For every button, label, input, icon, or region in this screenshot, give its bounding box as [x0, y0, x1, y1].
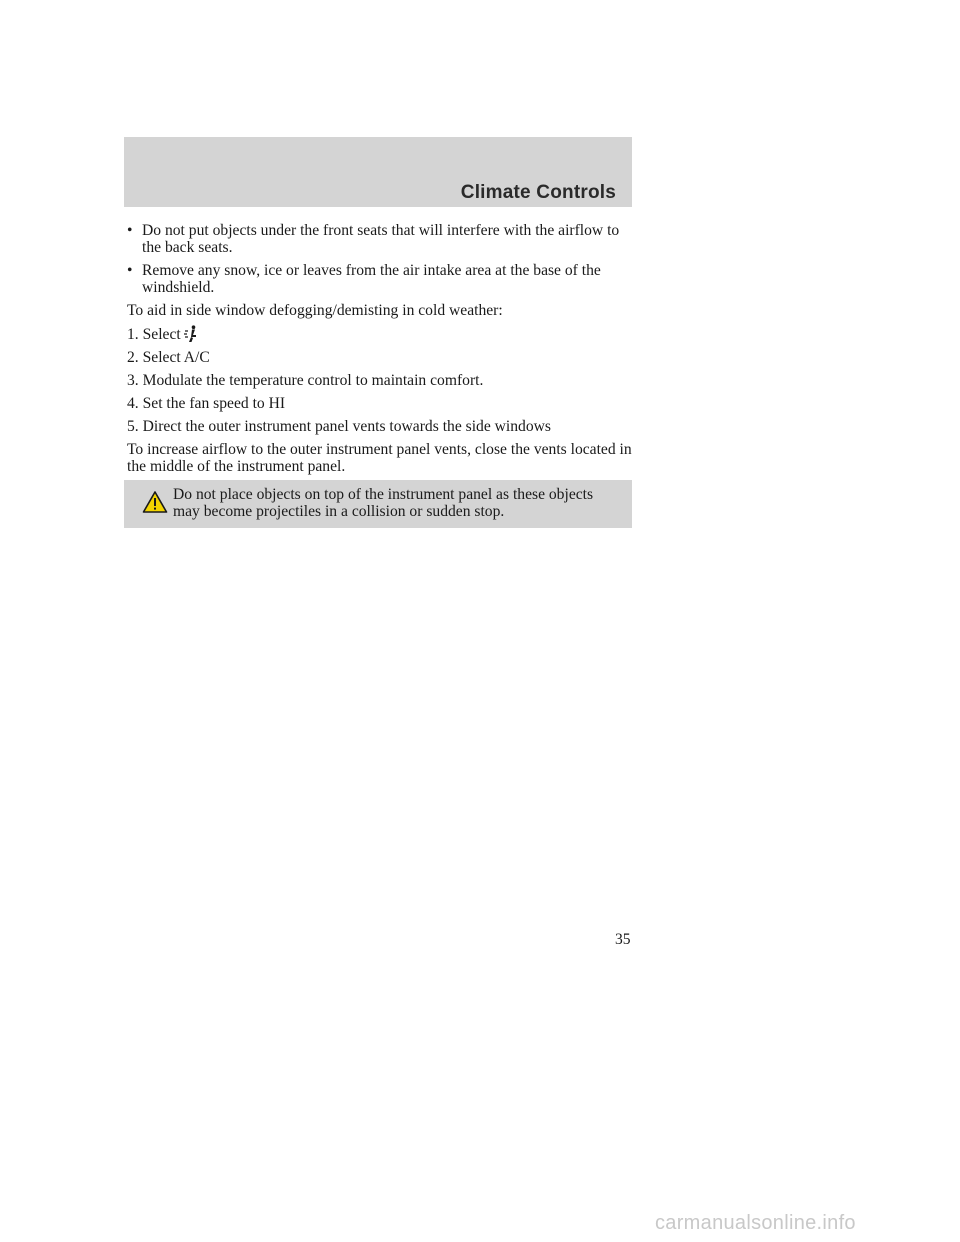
step-text: 1. Select: [127, 326, 181, 343]
step-item: [127, 418, 632, 435]
step-item: [127, 395, 632, 412]
intro-paragraph: To aid in side window defogging/demisting in cold weather:: [127, 302, 503, 319]
bullet-text: Do not put objects under the front seats that will interfere with the airflow to the back seats.: [142, 222, 620, 256]
step-item: [127, 372, 632, 389]
step-text: 3. Modulate the temperature control to maintain comfort.: [127, 372, 484, 389]
bullet-item: [127, 222, 632, 256]
note-paragraph: To increase airflow to the outer instrument panel vents, close the vents located in the middle of the instrument panel.: [127, 441, 632, 475]
section-header-band: [124, 137, 632, 207]
page-number: 35: [615, 931, 631, 948]
floor-defrost-icon: [183, 325, 199, 343]
bullet-text: Remove any snow, ice or leaves from the air intake area at the base of the windshield.: [142, 262, 601, 296]
step-text: 5. Direct the outer instrument panel vents towards the side windows: [127, 418, 551, 435]
step-text: 4. Set the fan speed to HI: [127, 395, 286, 412]
page-content: [127, 222, 632, 481]
warning-triangle-icon: [142, 490, 168, 514]
bullet-dot: •: [127, 222, 133, 239]
step-item: [127, 349, 632, 366]
bullet-dot: •: [127, 262, 133, 279]
step-text: 2. Select A/C: [127, 349, 210, 366]
section-title: Climate Controls: [460, 182, 616, 203]
bullet-item: [127, 262, 632, 296]
watermark-text: carmanualsonline.info: [655, 1212, 856, 1234]
step-item: [127, 325, 632, 343]
warning-box: [124, 480, 632, 528]
warning-text: Do not place objects on top of the instrument panel as these objects may become projectiles in a collision or sudden stop.: [173, 486, 594, 520]
